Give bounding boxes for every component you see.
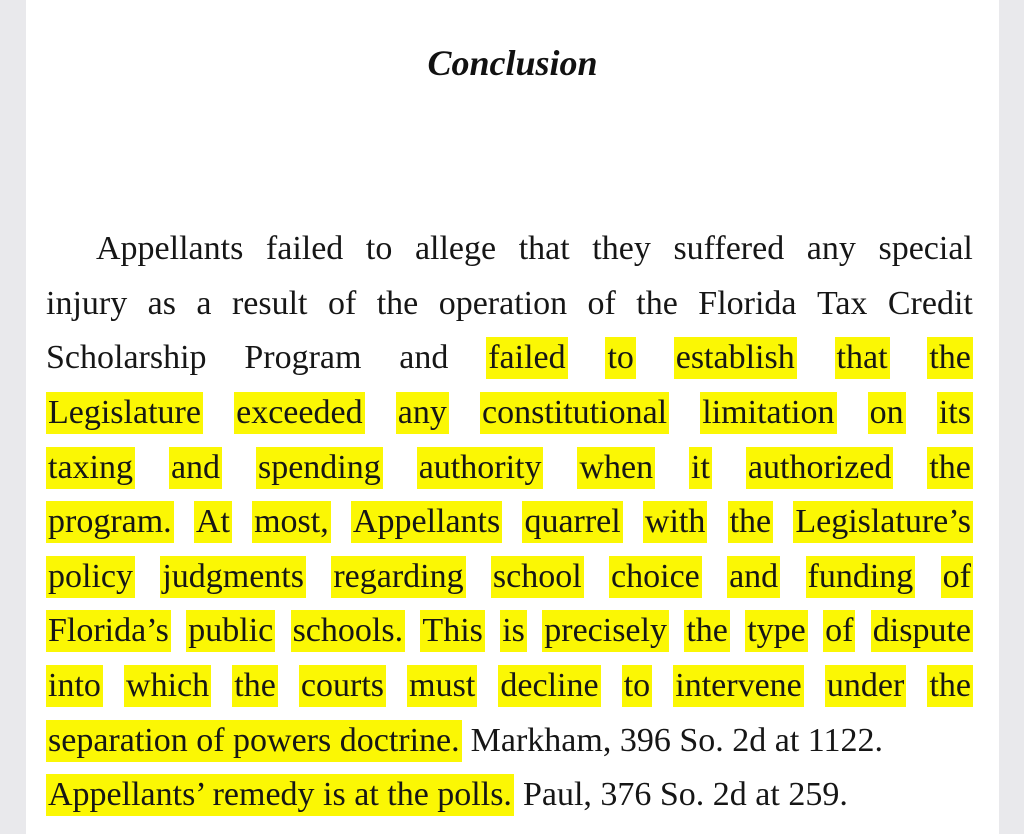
paragraph-line	[46, 494, 973, 549]
paragraph-line	[46, 767, 973, 822]
text-segment: Paul, 376 So. 2d at 259.	[522, 776, 848, 813]
word: that	[518, 230, 570, 267]
word: any	[806, 230, 856, 267]
highlighted-word: regarding	[331, 556, 465, 598]
word: result	[231, 285, 308, 322]
paragraph-line	[46, 713, 973, 768]
paragraph-line	[46, 276, 973, 331]
highlighted-word: precisely	[542, 610, 669, 652]
highlighted-word: failed	[486, 337, 567, 379]
word: injury	[46, 285, 128, 322]
paragraph-line	[46, 603, 973, 658]
highlighted-word: the	[927, 337, 973, 379]
highlighted-text: separation of powers doctrine.	[46, 720, 462, 762]
word: Florida	[698, 285, 797, 322]
paragraph-line	[46, 330, 973, 385]
highlighted-word: authority	[417, 447, 544, 489]
highlighted-word: taxing	[46, 447, 135, 489]
highlighted-word: any	[396, 392, 449, 434]
highlighted-word: Legislature’s	[793, 501, 973, 543]
highlighted-word: public	[186, 610, 275, 652]
highlighted-word: dispute	[871, 610, 973, 652]
highlighted-word: school	[491, 556, 584, 598]
word: and	[399, 339, 449, 376]
document-page	[26, 0, 999, 834]
highlighted-word: exceeded	[234, 392, 364, 434]
highlighted-word: constitutional	[480, 392, 669, 434]
highlighted-word: program.	[46, 501, 174, 543]
highlighted-word: and	[727, 556, 780, 598]
highlighted-word: choice	[609, 556, 702, 598]
highlighted-word: At	[194, 501, 232, 543]
highlighted-word: to	[622, 665, 652, 707]
word: as	[147, 285, 176, 322]
highlighted-text: Appellants’ remedy is at the polls.	[46, 774, 514, 816]
word: Appellants	[96, 230, 244, 267]
highlighted-word: its	[937, 392, 973, 434]
highlighted-word: intervene	[673, 665, 804, 707]
highlighted-word: spending	[256, 447, 383, 489]
text-segment: Markham, 396 So. 2d at 1122.	[470, 722, 884, 759]
highlighted-word: This	[420, 610, 484, 652]
word: of	[587, 285, 616, 322]
paragraph-line	[46, 385, 973, 440]
highlighted-word: the	[232, 665, 278, 707]
highlighted-word: the	[927, 447, 973, 489]
highlighted-word: the	[927, 665, 973, 707]
highlighted-word: courts	[299, 665, 386, 707]
highlighted-word: when	[577, 447, 655, 489]
highlighted-word: and	[169, 447, 222, 489]
highlighted-word: to	[605, 337, 635, 379]
highlighted-word: Legislature	[46, 392, 203, 434]
highlighted-word: of	[823, 610, 855, 652]
highlighted-word: is	[500, 610, 527, 652]
word: allege	[414, 230, 497, 267]
highlighted-word: into	[46, 665, 103, 707]
highlighted-word: quarrel	[522, 501, 622, 543]
word: Program	[244, 339, 362, 376]
highlighted-word: the	[684, 610, 730, 652]
highlighted-word: funding	[806, 556, 916, 598]
highlighted-word: of	[941, 556, 973, 598]
word: Tax	[816, 285, 868, 322]
word: they	[592, 230, 651, 267]
highlighted-word: Florida’s	[46, 610, 171, 652]
highlighted-word: establish	[674, 337, 797, 379]
word: the	[376, 285, 419, 322]
highlighted-word: judgments	[160, 556, 306, 598]
highlighted-word: the	[728, 501, 774, 543]
highlighted-word: type	[745, 610, 808, 652]
word: failed	[265, 230, 344, 267]
highlighted-word: which	[124, 665, 211, 707]
word: a	[196, 285, 212, 322]
paragraph-line	[46, 549, 973, 604]
highlighted-word: policy	[46, 556, 135, 598]
paragraph-line	[46, 221, 973, 276]
highlighted-word: decline	[498, 665, 600, 707]
paragraph-line	[46, 658, 973, 713]
highlighted-word: under	[825, 665, 906, 707]
highlighted-word: with	[643, 501, 707, 543]
highlighted-word: it	[689, 447, 712, 489]
word: special	[878, 230, 973, 267]
highlighted-word: Appellants	[351, 501, 502, 543]
word: the	[636, 285, 678, 322]
highlighted-word: limitation	[700, 392, 836, 434]
word: to	[365, 230, 393, 267]
section-heading: Conclusion	[427, 43, 598, 83]
word: of	[327, 285, 357, 322]
word: operation	[438, 285, 568, 322]
word: suffered	[673, 230, 785, 267]
highlighted-word: on	[868, 392, 906, 434]
highlighted-word: authorized	[746, 447, 894, 489]
word: Credit	[887, 285, 973, 322]
highlighted-word: most,	[252, 501, 331, 543]
paragraph-line	[46, 440, 973, 495]
highlighted-word: schools.	[291, 610, 406, 652]
highlighted-word: that	[835, 337, 890, 379]
highlighted-word: must	[407, 665, 477, 707]
word: Scholarship	[46, 339, 207, 376]
